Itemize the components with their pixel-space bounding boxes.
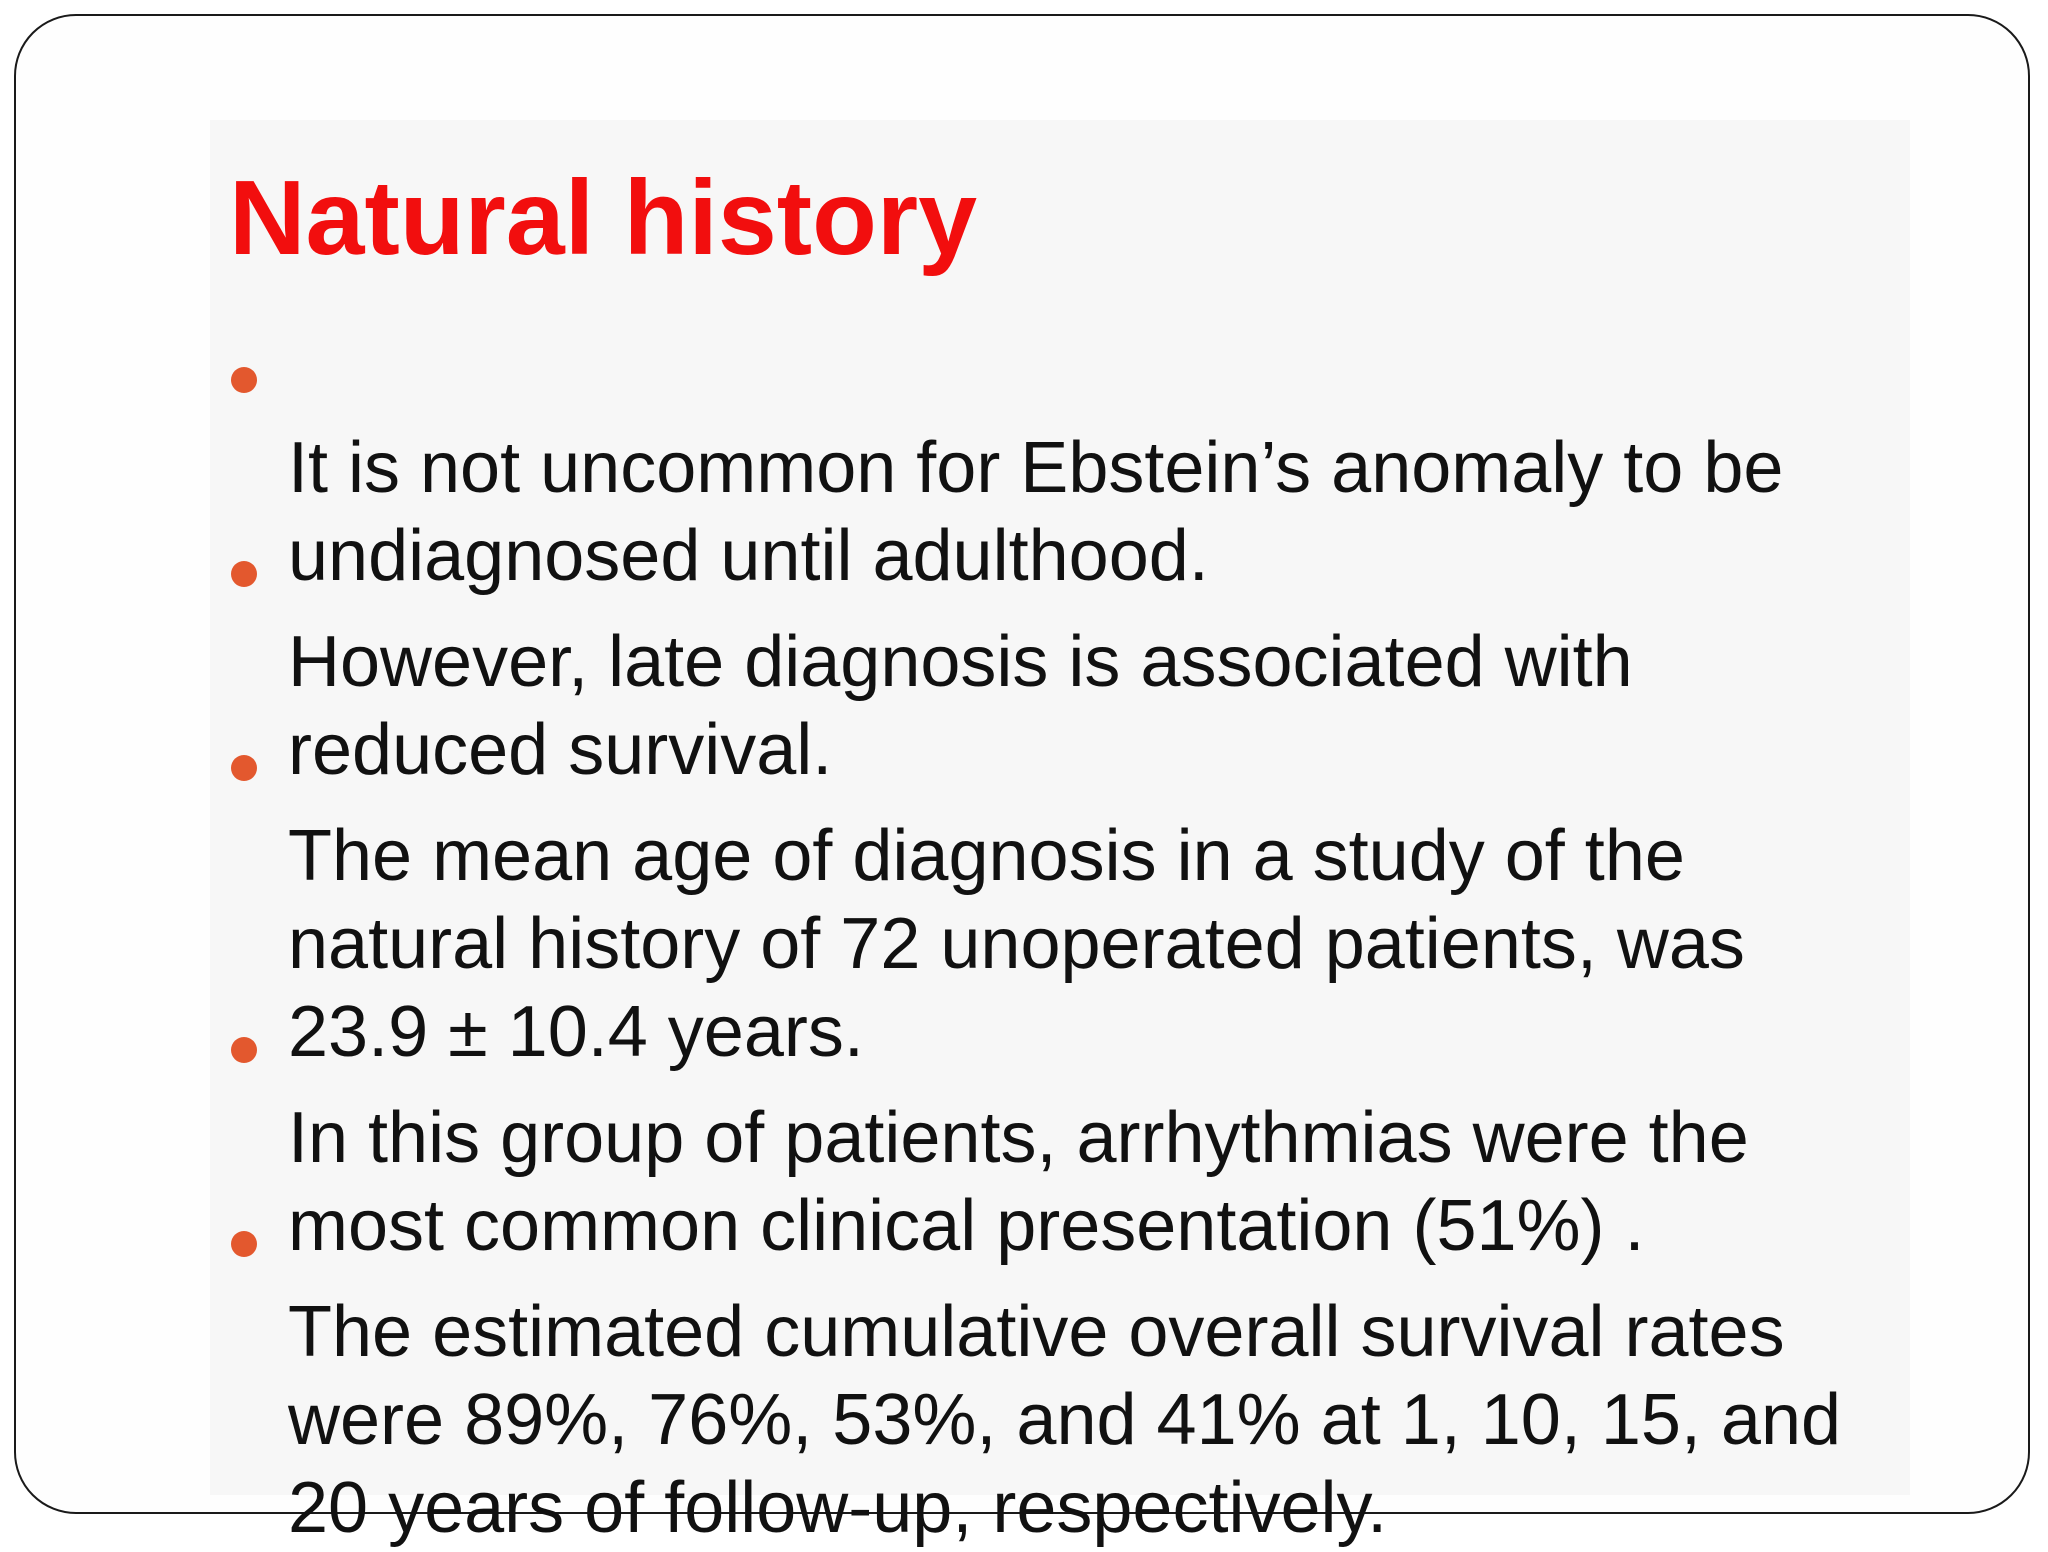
bullet-dot-icon <box>231 1037 257 1063</box>
bullet-text: However, late diagnosis is associated with reduced survival. <box>288 622 1633 790</box>
bullet-text: The mean age of diagnosis in a study of the natural history of 72 unoperated patients, was 23.9 ± 10.4 years. <box>288 816 1745 1072</box>
bullet-text: The estimated cumulative overall survival rates were 89%, 76%, 53%, and 41% at 1, 10, 15, and 20 years of follow-up, respectively. <box>288 1292 1842 1548</box>
bullet-dot-icon <box>231 561 257 587</box>
bullet-item <box>288 1200 1928 1552</box>
slide-title: Natural history <box>229 159 978 277</box>
bullet-dot-icon <box>231 755 257 781</box>
bullet-dot-icon <box>231 1231 257 1257</box>
bullet-text: In this group of patients, arrhythmias were the most common clinical presentation (51%) . <box>288 1098 1749 1266</box>
bullet-dot-icon <box>231 367 257 393</box>
bullet-text: It is not uncommon for Ebstein’s anomaly to be undiagnosed until adulthood. <box>288 428 1784 596</box>
